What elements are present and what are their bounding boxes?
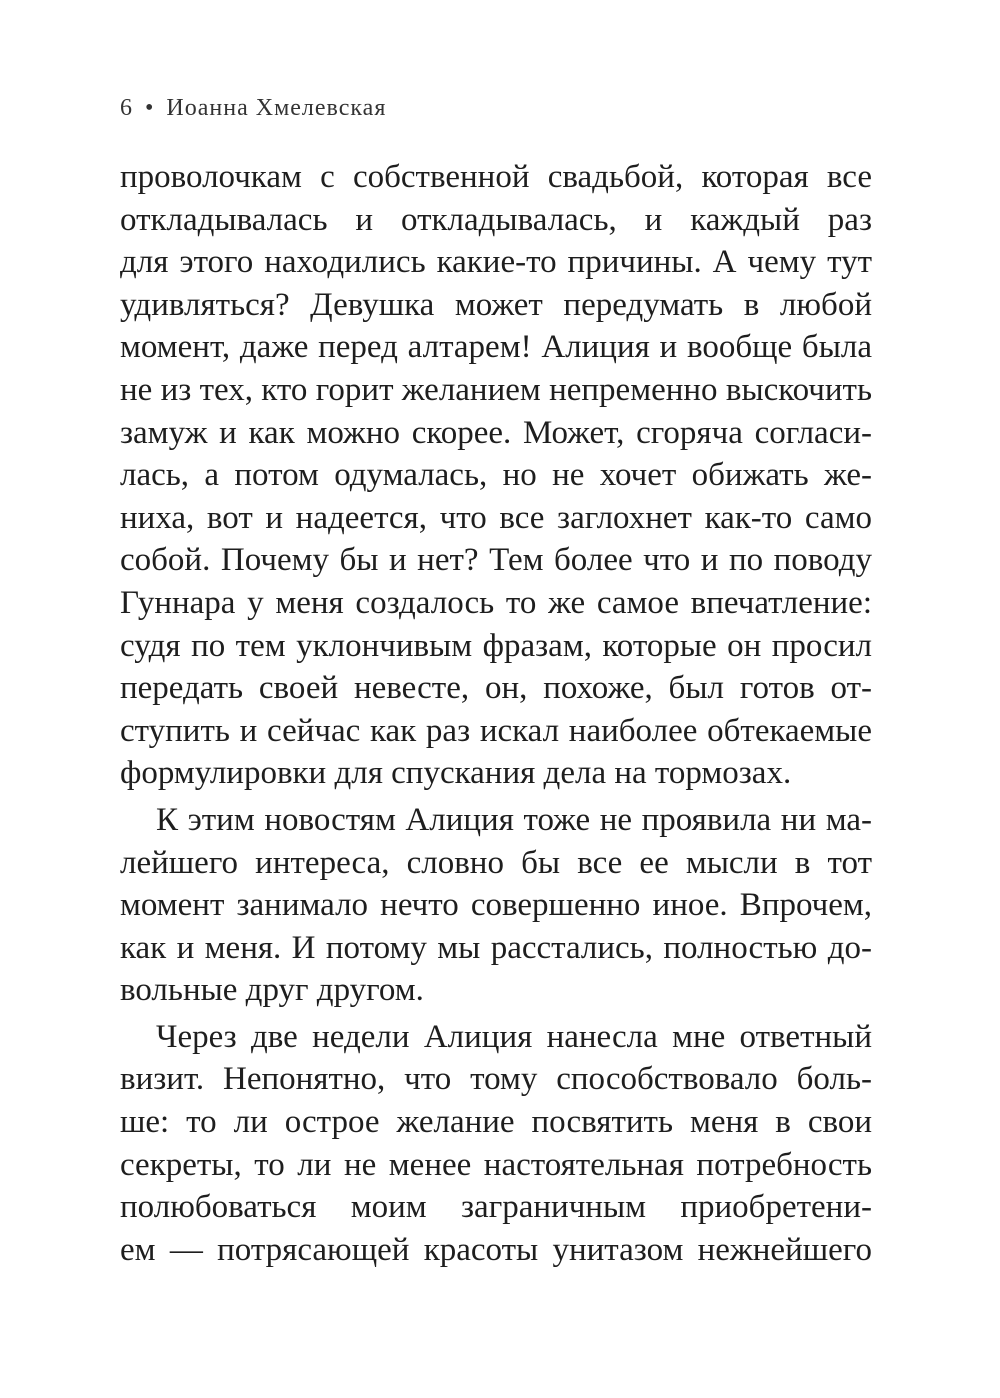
text-line: ступить и сейчас как раз искал наиболее обтекаемые	[120, 712, 872, 749]
text-line: К этим новостям Алиция тоже не проявила ни ма-	[156, 801, 872, 838]
text-line: проволочкам с собственной свадьбой, которая все	[120, 159, 872, 195]
text-line: судя по тем уклончивым фразам, которые он просил	[120, 627, 872, 664]
text-line: момент, даже перед алтарем! Алиция и вообще была	[120, 329, 872, 366]
text-line: момент занимало нечто совершенно иное. Впрочем,	[120, 887, 872, 924]
text-line: ниха, вот и надеется, что все заглохнет как-то само	[120, 499, 872, 536]
text-line: ем — потрясающей красоты унитазом нежнейшего	[120, 1231, 872, 1268]
text-line: лась, а потом одумалась, но не хочет обижать же-	[120, 457, 872, 494]
text-line: полюбоваться моим заграничным приобретени-	[120, 1189, 872, 1226]
paragraph-1	[120, 156, 872, 795]
text-line: как и меня. И потому мы расстались, полностью до-	[120, 929, 872, 966]
text-line: удивляться? Девушка может передумать в любой	[120, 286, 872, 323]
header-separator: •	[145, 95, 155, 121]
text-line: вольные друг другом.	[120, 972, 424, 1009]
text-line: Гуннара у меня создалось то же самое впечатление:	[120, 584, 872, 621]
text-line: откладывалась и откладывалась, и каждый раз	[120, 201, 872, 238]
paragraph-2	[120, 799, 872, 1012]
text-line: замуж и как можно скорее. Может, сгоряча согласи-	[120, 414, 872, 451]
author-name: Иоанна Хмелевская	[166, 95, 387, 121]
body-text	[120, 156, 872, 1271]
text-line: Через две недели Алиция нанесла мне ответный	[156, 1018, 872, 1055]
text-line: визит. Непонятно, что тому способствовало боль-	[120, 1061, 872, 1098]
text-line: формулировки для спускания дела на тормозах.	[120, 755, 792, 792]
text-line: ше: то ли острое желание посвятить меня в свои	[120, 1104, 872, 1141]
text-line: секреты, то ли не менее настоятельная потребность	[120, 1146, 872, 1183]
text-line: собой. Почему бы и нет? Тем более что и по поводу	[120, 542, 872, 579]
running-head	[120, 92, 386, 124]
paragraph-3	[120, 1016, 872, 1272]
text-line: передать своей невесте, он, похоже, был готов от-	[120, 670, 872, 707]
text-line: лейшего интереса, словно бы все ее мысли в тот	[120, 844, 872, 881]
page-number: 6	[120, 95, 133, 121]
text-line: для этого находились какие-то причины. А чему тут	[120, 244, 872, 281]
text-line: не из тех, кто горит желанием непременно выскочить	[120, 371, 872, 408]
